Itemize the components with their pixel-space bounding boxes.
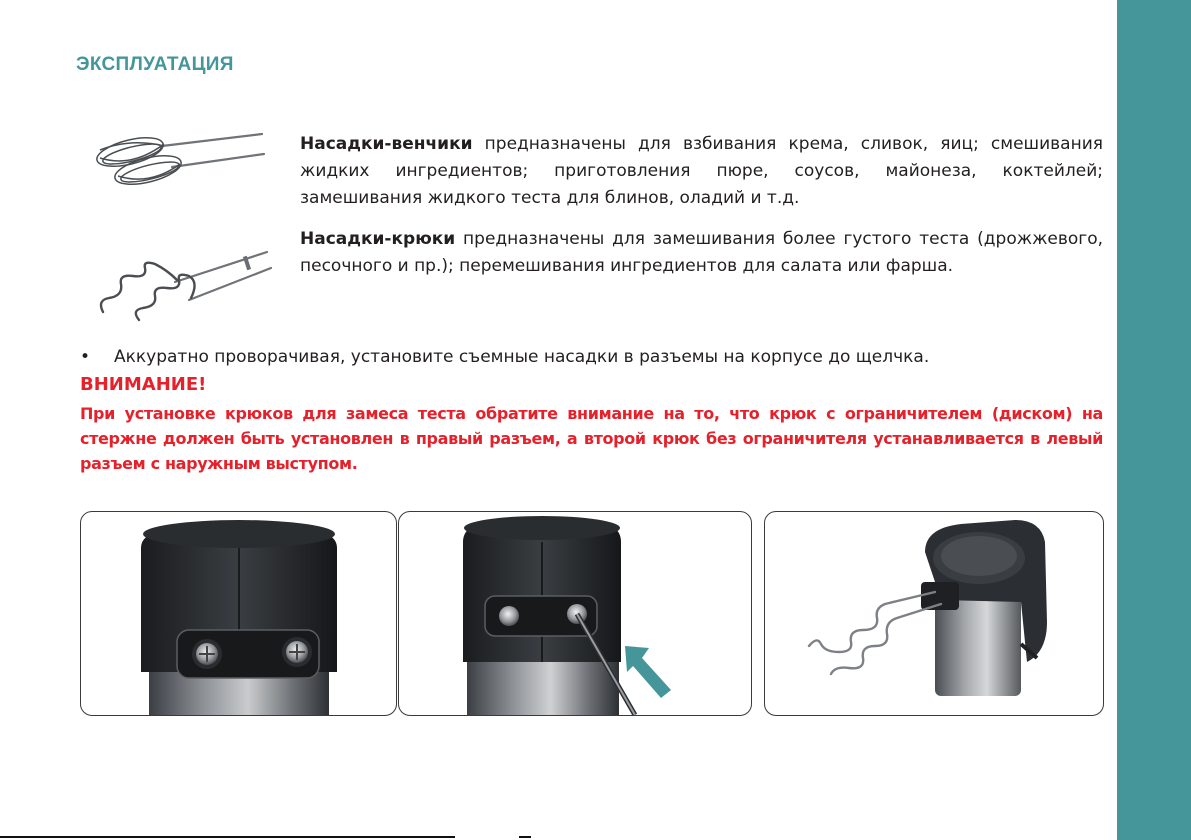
whisk-attachments-image	[92, 124, 267, 190]
section-title: ЭКСПЛУАТАЦИЯ	[76, 54, 234, 75]
footer-rule	[0, 836, 455, 838]
hook-description	[300, 226, 1103, 280]
photo-hook-installation	[398, 511, 752, 716]
install-instruction-text: Аккуратно проворачивая, установите съемные насадки в разъемы на корпусе до щелчка.	[114, 347, 930, 367]
photo-mixer-sockets	[80, 511, 397, 716]
whisk-description	[300, 131, 1103, 212]
whisk-text: предназначены для взбивания крема, сливок, яиц; смешивания жидких ингредиентов; приготовления пюре, соусов, майонеза, коктейлей; замешивания жидкого теста для блинов, оладий и т.д.	[300, 134, 1103, 208]
whisk-title: Насадки-венчики	[300, 134, 473, 154]
install-instruction	[80, 344, 929, 370]
warning-title: ВНИМАНИЕ!	[80, 374, 207, 395]
hook-title: Насадки-крюки	[300, 229, 456, 249]
hook-text: предназначены для замешивания более густого теста (дрожжевого, песочного и пр.); перемешивания ингредиентов для салата или фарша.	[300, 229, 1103, 276]
photo-mixer-with-hooks	[764, 511, 1104, 716]
bullet-marker: •	[80, 347, 91, 367]
dough-hook-attachments-image	[95, 240, 275, 322]
side-color-band	[1117, 0, 1191, 840]
footer-rule-mark	[519, 836, 531, 838]
warning-text: При установке крюков для замеса теста обратите внимание на то, что крюк с ограничителем (диском) на стержне должен быть установлен в правый разъем, а второй крюк без ограничителя устанавливается в левый разъем с наружным выступом.	[80, 404, 1103, 473]
